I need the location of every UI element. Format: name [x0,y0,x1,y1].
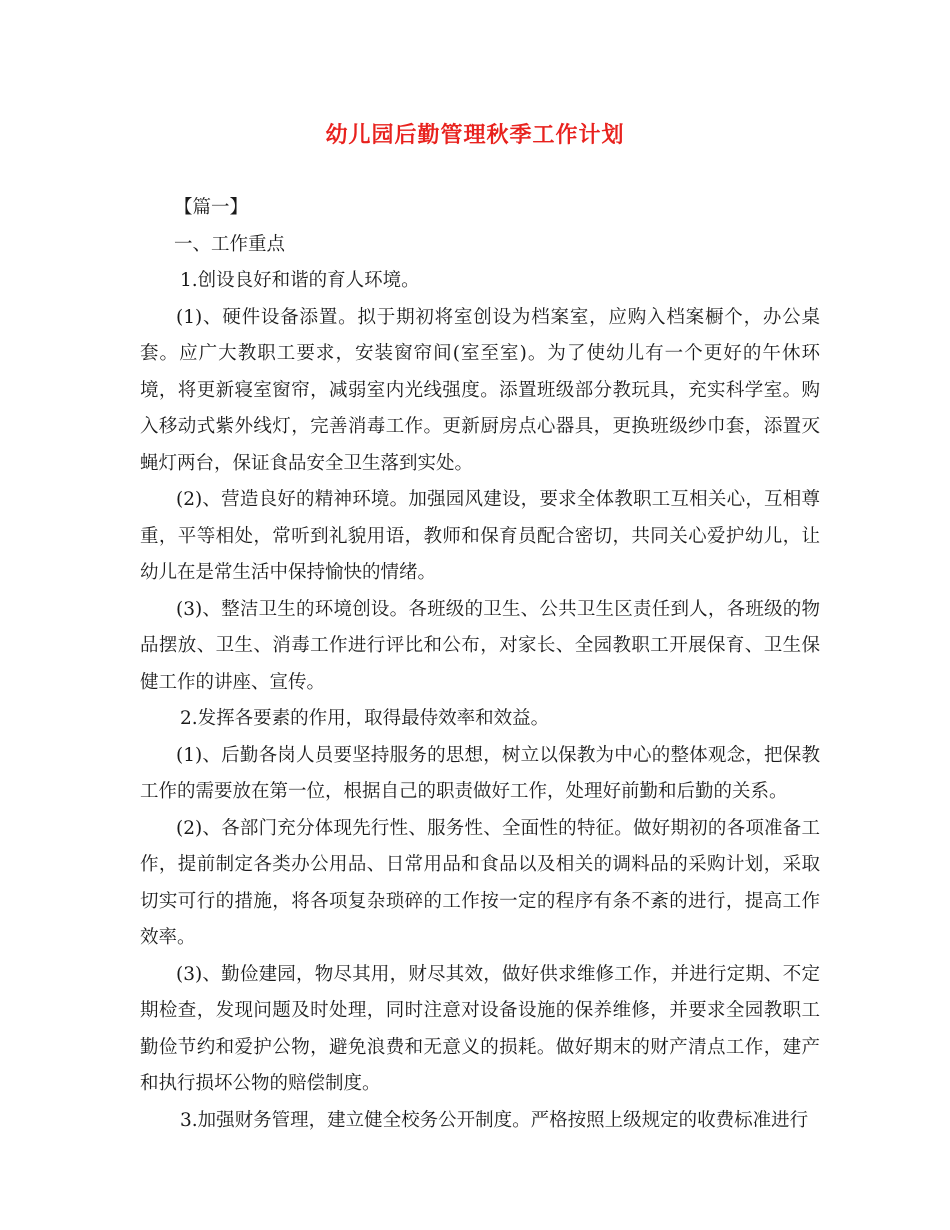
section-label: 【篇一】 [174,197,249,218]
paragraph-1-2: (2)、营造良好的精神环境。加强园风建设，要求全体教职工互相关心，互相尊重，平等相处，常听到礼貌用语，教师和保育员配合密切，共同关心爱护幼儿，让幼儿在是常生活中保持愉快的情绪。 [140,489,820,583]
paragraph-2-1: (1)、后勤各岗人员要坚持服务的思想，树立以保教为中心的整体观念，把保教工作的需要放在第一位，根据自己的职责做好工作，处理好前勤和后勤的关系。 [140,744,820,802]
document-body [140,190,820,1139]
paragraph-1-1: (1)、硬件设备添置。拟于期初将室创设为档案室，应购入档案橱个，办公桌套。应广大教职工要求，安装窗帘间(室至室)。为了使幼儿有一个更好的午休环境，将更新寝室窗帘，减弱室内光线强度。添置班级部分教玩具，充实科学室。购入移动式紫外线灯，完善消毒工作。更新厨房点心器具，更换班级纱巾套，添置灭蝇灯两台，保证食品安全卫生落到实处。 [140,306,820,474]
item-3-heading: 3.加强财务管理，建立健全校务公开制度。严格按照上级规定的收费标准进行 [180,1109,809,1131]
document-title: 幼儿园后勤管理秋季工作计划 [325,122,625,148]
item-1-heading: 1.创设良好和谐的育人环境。 [180,270,420,291]
paragraph-1-3: (3)、整洁卫生的环境创设。各班级的卫生、公共卫生区责任到人，各班级的物品摆放、卫生、消毒工作进行评比和公布，对家长、全园教职工开展保育、卫生保健工作的讲座、宣传。 [140,598,820,693]
paragraph-2-3: (3)、勤俭建园，物尽其用，财尽其效，做好供求维修工作，并进行定期、不定期检查，发现问题及时处理，同时注意对设备设施的保养维修，并要求全园教职工勤俭节约和爱护公物，避免浪费和无意义的损耗。做好期末的财产清点工作，建产和执行损坏公物的赔偿制度。 [140,963,820,1094]
heading-work-focus: 一、工作重点 [174,233,286,255]
item-2-heading: 2.发挥各要素的作用，取得最侍效率和效益。 [180,708,550,729]
paragraph-2-2: (2)、各部门充分体现先行性、服务性、全面性的特征。做好期初的各项准备工作，提前制定各类办公用品、日常用品和食品以及相关的调料品的采购计划，采取切实可行的措施，将各项复杂琐碎的工作按一定的程序有条不紊的进行，提高工作效率。 [140,817,820,948]
